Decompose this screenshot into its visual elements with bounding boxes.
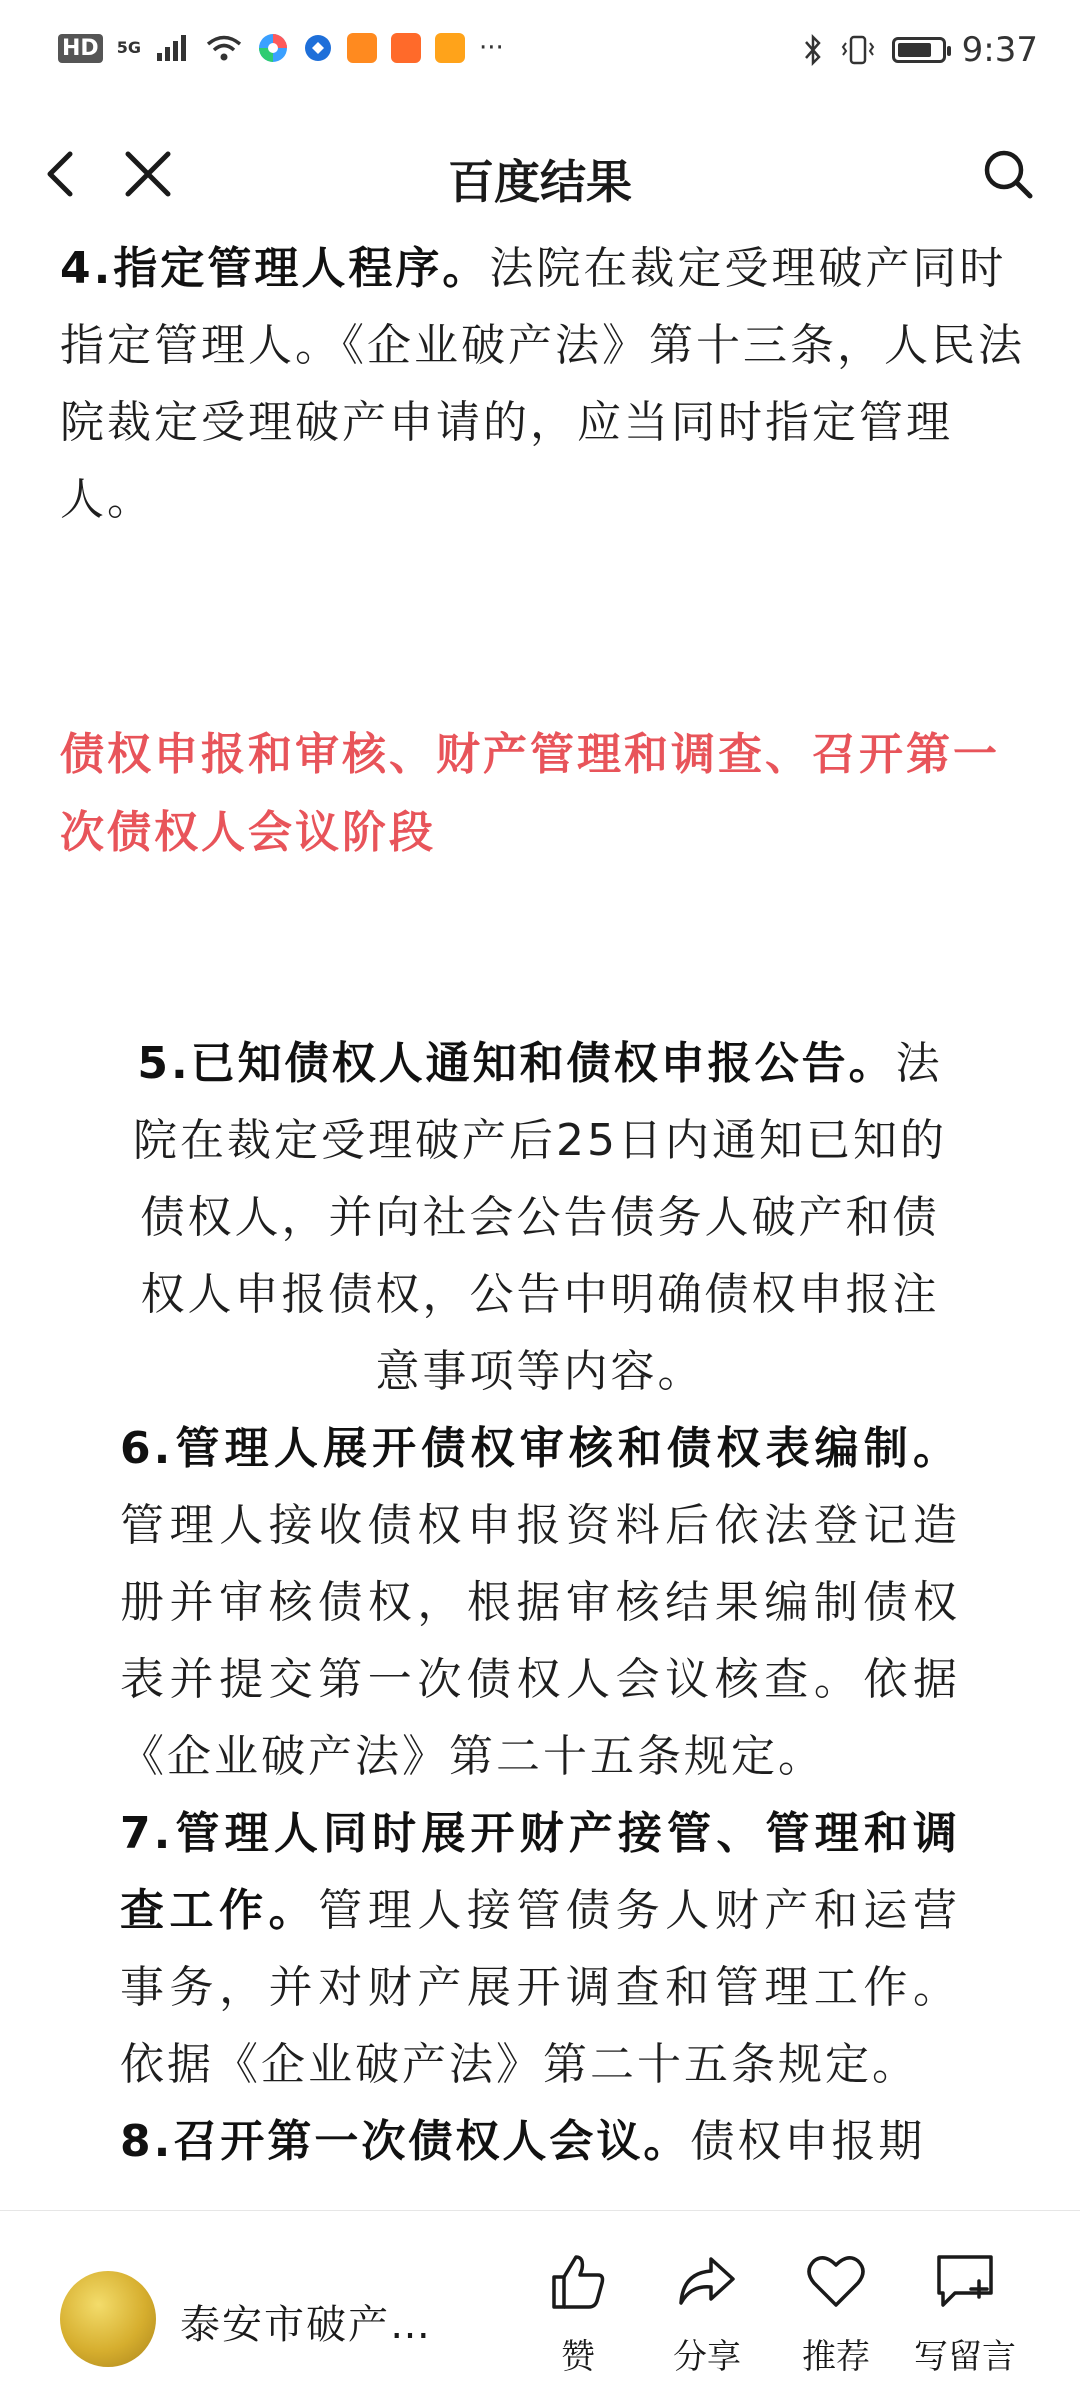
status-bar-left [58,32,504,64]
app-notification-icon [391,33,421,63]
app-notification-icon [303,33,333,63]
step-4-heading: 4.指定管理人程序。 [60,243,490,294]
status-bar-right [802,30,1038,70]
write-comment-label: 写留言 [914,2337,1016,2377]
page-title: 百度结果 [448,155,632,209]
battery-icon [892,37,946,63]
share-icon [675,2251,739,2311]
app-notification-icon [347,33,377,63]
app-notification-icon [435,33,465,63]
write-comment-button[interactable] [910,2251,1020,2378]
step-5-text: 法院在裁定受理破产后25日内通知已知的债权人，并向社会公告债务人破产和债权人申报债权，公告中明确债权申报注意事项等内容。 [133,1038,947,1397]
heart-icon [804,2251,868,2311]
wifi-icon [205,33,243,63]
account-name[interactable]: 泰安市破产… [180,2302,432,2348]
account-avatar[interactable] [60,2271,156,2367]
paragraph-step-6 [120,1410,960,1795]
paragraph-step-4 [60,230,1026,538]
share-label: 分享 [673,2337,741,2377]
step-4-text: 法院在裁定受理破产同时指定管理人。《企业破产法》第十三条，人民法院裁定受理破产申请的，应当同时指定管理人。 [60,243,1025,525]
share-button[interactable] [652,2251,762,2378]
signal-icon [155,33,191,63]
thumbs-up-icon [546,2251,610,2311]
hd-icon: HD [58,34,103,63]
app-notification-icon [257,32,289,64]
paragraph-step-5 [120,1025,960,1410]
recommend-label: 推荐 [802,2337,870,2377]
step-8-text: 债权申报期 [690,2116,926,2167]
step-7-heading: 7.管理人同时展开财产接管、管理和调查工作。 [120,1808,960,1936]
step-6-heading: 6.管理人展开债权审核和债权表编制。 [120,1423,960,1474]
status-bar [0,0,1080,110]
step-8-heading: 8.召开第一次债权人会议。 [120,2116,691,2167]
recommend-button[interactable] [781,2251,891,2378]
bluetooth-icon [802,33,824,67]
section-heading: 债权申报和审核、财产管理和调查、召开第一次债权人会议阶段 [60,729,1000,858]
step-7-text: 管理人接管债务人财产和运营事务，并对财产展开调查和管理工作。依据《企业破产法》第二十五条规定。 [120,1885,960,2090]
paragraph-step-8 [120,2103,960,2180]
network-type: 5G [116,38,141,57]
paragraph-step-7 [120,1795,960,2103]
more-notifications-icon: ··· [478,33,504,63]
comment-add-icon [933,2251,997,2311]
step-6-text: 管理人接收债权申报资料后依法登记造册并审核债权，根据审核结果编制债权表并提交第一次债权人会议核查。依据《企业破产法》第二十五条规定。 [120,1500,960,1782]
like-label: 赞 [561,2337,595,2377]
article-body [0,230,1080,2210]
search-icon[interactable] [978,144,1038,204]
clock: 9:37 [961,30,1038,70]
step-5-heading: 5.已知债权人通知和债权申报公告。 [137,1038,896,1089]
like-button[interactable] [523,2251,633,2378]
vibrate-icon [840,34,876,66]
bottom-action-bar [0,2210,1080,2389]
top-nav-bar [0,120,1080,230]
